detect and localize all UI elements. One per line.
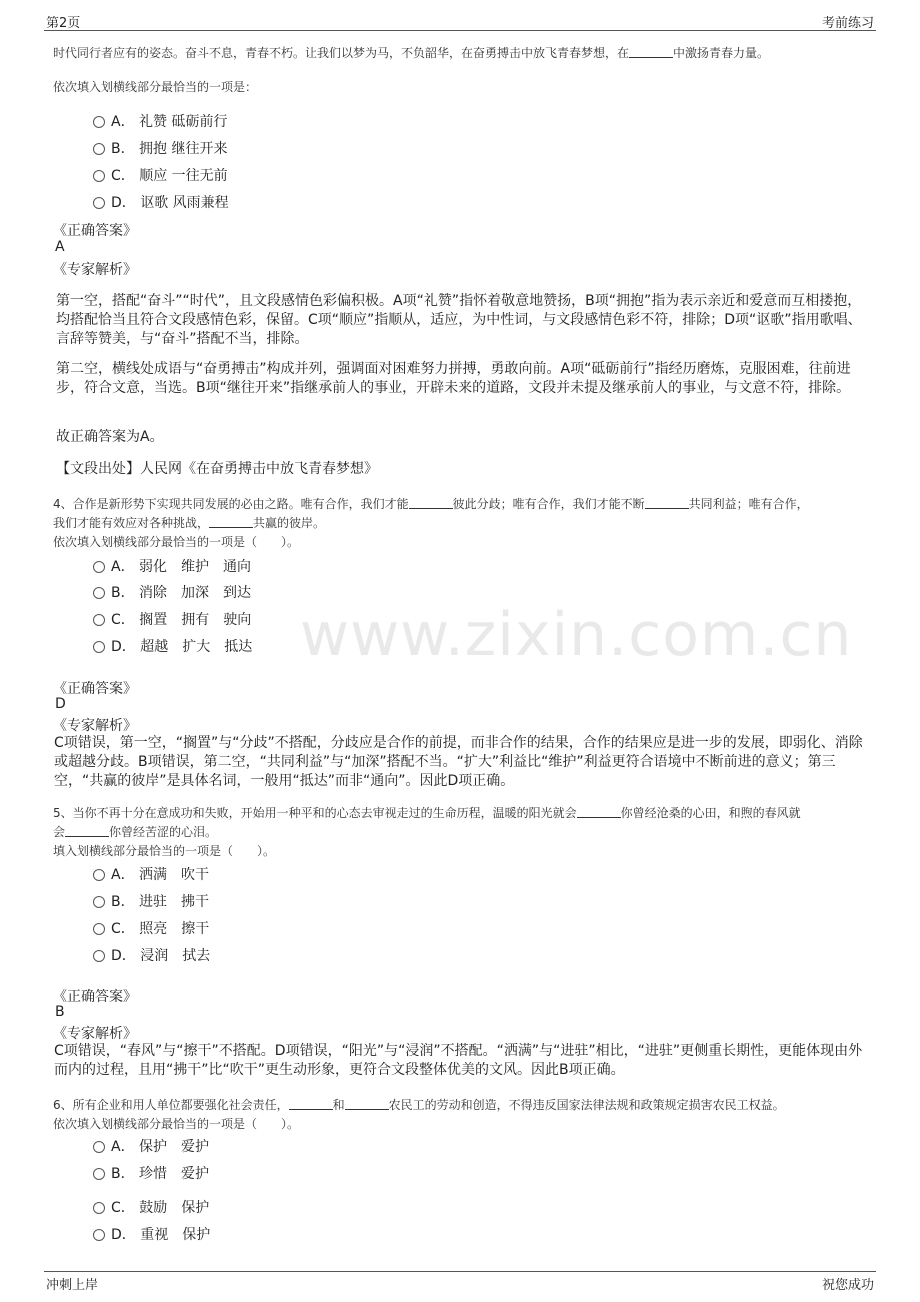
page-number: 第2页 bbox=[46, 16, 81, 31]
q5-option-a[interactable] bbox=[93, 864, 209, 884]
q5-text: 5、当你不再十分在意成功和失败，开始用一种平和的心态去审视走过的生命历程，温暖的阳光就会 bbox=[53, 806, 577, 820]
q5-option-c[interactable] bbox=[93, 918, 209, 938]
q4-stem-line1 bbox=[53, 495, 809, 512]
q5-analysis-label: 《专家解析》 bbox=[53, 1026, 137, 1042]
q6-text: 和 bbox=[332, 1098, 345, 1112]
q3-option-c[interactable] bbox=[93, 165, 228, 185]
option-label: D． 浸润 拭去 bbox=[111, 948, 211, 964]
q4-option-a[interactable] bbox=[93, 556, 251, 576]
blank bbox=[345, 1109, 389, 1110]
q4-answer-label: 《正确答案》 bbox=[53, 681, 137, 697]
option-label: C． 照亮 擦干 bbox=[111, 921, 210, 937]
q3-answer: A bbox=[55, 239, 65, 255]
q4-option-d[interactable] bbox=[93, 636, 252, 656]
radio-icon[interactable] bbox=[93, 869, 105, 881]
radio-icon[interactable] bbox=[93, 170, 105, 182]
q5-text: 会 bbox=[53, 825, 66, 839]
radio-icon[interactable] bbox=[93, 1202, 105, 1214]
option-label: C． 鼓励 保护 bbox=[111, 1200, 210, 1216]
radio-icon[interactable] bbox=[93, 1141, 105, 1153]
q6-option-c[interactable] bbox=[93, 1197, 209, 1217]
q5-text: 你曾经苦涩的心泪。 bbox=[109, 825, 218, 839]
radio-icon[interactable] bbox=[93, 197, 105, 209]
q6-text: 农民工的劳动和创造，不得违反国家法律法规和政策规定损害农民工权益。 bbox=[388, 1098, 785, 1112]
footer-left: 冲刺上岸 bbox=[46, 1278, 99, 1293]
option-label: A． 礼赞 砥砺前行 bbox=[111, 114, 228, 130]
option-label: B． 珍惜 爱护 bbox=[111, 1166, 210, 1182]
q6-text: 6、所有企业和用人单位都要强化社会责任， bbox=[53, 1098, 289, 1112]
option-label: C． 搁置 拥有 驶向 bbox=[111, 612, 252, 628]
option-label: A． 洒满 吹干 bbox=[111, 867, 210, 883]
option-label: A． 保护 爱护 bbox=[111, 1139, 210, 1155]
q5-text: 你曾经沧桑的心田，和煦的春风就 bbox=[620, 806, 801, 820]
q6-option-a[interactable] bbox=[93, 1136, 209, 1156]
radio-icon[interactable] bbox=[93, 1168, 105, 1180]
blank bbox=[209, 527, 253, 528]
option-label: B． 消除 加深 到达 bbox=[111, 585, 252, 601]
q4-text: 共赢的彼岸。 bbox=[253, 516, 326, 530]
q4-analysis: C项错误，第一空，“搁置”与“分歧”不搭配，分歧应是合作的前提，而非合作的结果，合作的结果应是进一步的发展，即弱化、消除或超越分歧。B项错误，第二空，“共同利益”与“加深”搭配不当。“扩大”利益比“维护”利益更符合语境中不断前进的意义；第三空，“共赢的彼岸”是具体名词，一般用“抵达”而非“通向”。因此D项正确。 bbox=[54, 735, 863, 789]
q4-option-b[interactable] bbox=[93, 582, 251, 602]
radio-icon[interactable] bbox=[93, 614, 105, 626]
q4-prompt: 依次填入划横线部分最恰当的一项是（ ）。 bbox=[53, 535, 300, 549]
q3-stem-pre: 时代同行者应有的姿态。奋斗不息，青春不朽。让我们以梦为马，不负韶华，在奋勇搏击中放飞青春梦想，在 bbox=[53, 46, 630, 60]
blank bbox=[629, 57, 673, 58]
q4-text: 共同利益；唯有合作， bbox=[688, 497, 809, 511]
q3-analysis-2: 第二空，横线处成语与“奋勇搏击”构成并列，强调面对困难努力拼搏，勇敢向前。A项“砥砺前行”指经历磨炼，克服困难，往前进步，符合文意，当选。B项“继往开来”指继承前人的事业，开辟未来的道路，文段并未提及继承前人的事业，与文意不符，排除。 bbox=[56, 361, 851, 396]
option-label: A． 弱化 维护 通向 bbox=[111, 559, 252, 575]
q5-prompt: 填入划横线部分最恰当的一项是（ ）。 bbox=[53, 844, 276, 858]
q3-option-d[interactable] bbox=[93, 192, 229, 212]
q5-answer: B bbox=[55, 1004, 65, 1020]
radio-icon[interactable] bbox=[93, 950, 105, 962]
radio-icon[interactable] bbox=[93, 896, 105, 908]
q5-option-d[interactable] bbox=[93, 945, 210, 965]
q3-analysis-1: 第一空，搭配“奋斗”“时代”，且文段感情色彩偏积极。A项“礼赞”指怀着敬意地赞扬，B项“拥抱”指为表示亲近和爱意而互相搂抱，均搭配恰当且符合文段感情色彩，保留。C项“顺应”指顺从，适应，为中性词，与文段感情色彩不符，排除；D项“讴歌”指用歌唱、言辞等赞美，与“奋斗”搭配不当，排除。 bbox=[56, 293, 862, 347]
page-footer bbox=[44, 1271, 876, 1298]
option-label: D． 讴歌 风雨兼程 bbox=[111, 195, 229, 211]
q4-analysis-label: 《专家解析》 bbox=[53, 718, 137, 734]
page-header bbox=[44, 8, 876, 31]
option-label: D． 重视 保护 bbox=[111, 1227, 211, 1243]
radio-icon[interactable] bbox=[93, 143, 105, 155]
q3-conclusion: 故正确答案为A。 bbox=[56, 429, 164, 445]
q3-analysis-label: 《专家解析》 bbox=[53, 262, 137, 278]
q3-stem bbox=[53, 44, 769, 61]
q4-text: 彼此分歧；唯有合作，我们才能不断 bbox=[452, 497, 645, 511]
blank bbox=[577, 817, 621, 818]
q5-answer-label: 《正确答案》 bbox=[53, 989, 137, 1005]
radio-icon[interactable] bbox=[93, 561, 105, 573]
option-label: C． 顺应 一往无前 bbox=[111, 168, 228, 184]
radio-icon[interactable] bbox=[93, 1229, 105, 1241]
q4-text: 4、合作是新形势下实现共同发展的必由之路。唯有合作，我们才能 bbox=[53, 497, 409, 511]
q5-option-b[interactable] bbox=[93, 891, 209, 911]
q3-option-a[interactable] bbox=[93, 111, 227, 131]
radio-icon[interactable] bbox=[93, 641, 105, 653]
q3-option-b[interactable] bbox=[93, 138, 228, 158]
option-label: D． 超越 扩大 抵达 bbox=[111, 639, 253, 655]
q6-prompt: 依次填入划横线部分最恰当的一项是（ ）。 bbox=[53, 1117, 300, 1131]
q6-option-d[interactable] bbox=[93, 1224, 210, 1244]
radio-icon[interactable] bbox=[93, 116, 105, 128]
blank bbox=[645, 508, 689, 509]
q6-stem-line1 bbox=[53, 1096, 785, 1113]
blank bbox=[65, 836, 109, 837]
q3-prompt: 依次填入划横线部分最恰当的一项是： bbox=[53, 80, 258, 94]
footer-right: 祝您成功 bbox=[821, 1278, 874, 1293]
blank bbox=[289, 1109, 333, 1110]
header-title: 考前练习 bbox=[821, 16, 874, 31]
radio-icon[interactable] bbox=[93, 923, 105, 935]
q4-option-c[interactable] bbox=[93, 609, 251, 629]
q4-stem-line2 bbox=[53, 514, 325, 531]
q5-stem-line2 bbox=[53, 823, 217, 840]
q3-source: 【文段出处】人民网《在奋勇搏击中放飞青春梦想》 bbox=[56, 461, 378, 477]
option-label: B． 进驻 拂干 bbox=[111, 894, 210, 910]
option-label: B． 拥抱 继往开来 bbox=[111, 141, 228, 157]
blank bbox=[409, 508, 453, 509]
q5-stem-line1 bbox=[53, 804, 801, 821]
radio-icon[interactable] bbox=[93, 587, 105, 599]
q5-analysis: C项错误，“春风”与“擦干”不搭配。D项错误，“阳光”与“浸润”不搭配。“洒满”与“进驻”相比，“进驻”更侧重长期性，更能体现由外而内的过程，且用“拂干”比“吹干”更生动形象，更符合文段整体优美的文风。因此B项正确。 bbox=[54, 1043, 863, 1078]
q4-answer: D bbox=[55, 696, 66, 712]
q3-stem-post: 中激扬青春力量。 bbox=[673, 46, 770, 60]
watermark: www.zixin.com.cn bbox=[300, 600, 853, 670]
q6-option-b[interactable] bbox=[93, 1163, 209, 1183]
q4-text: 我们才能有效应对各种挑战， bbox=[53, 516, 210, 530]
q3-answer-label: 《正确答案》 bbox=[53, 223, 137, 239]
